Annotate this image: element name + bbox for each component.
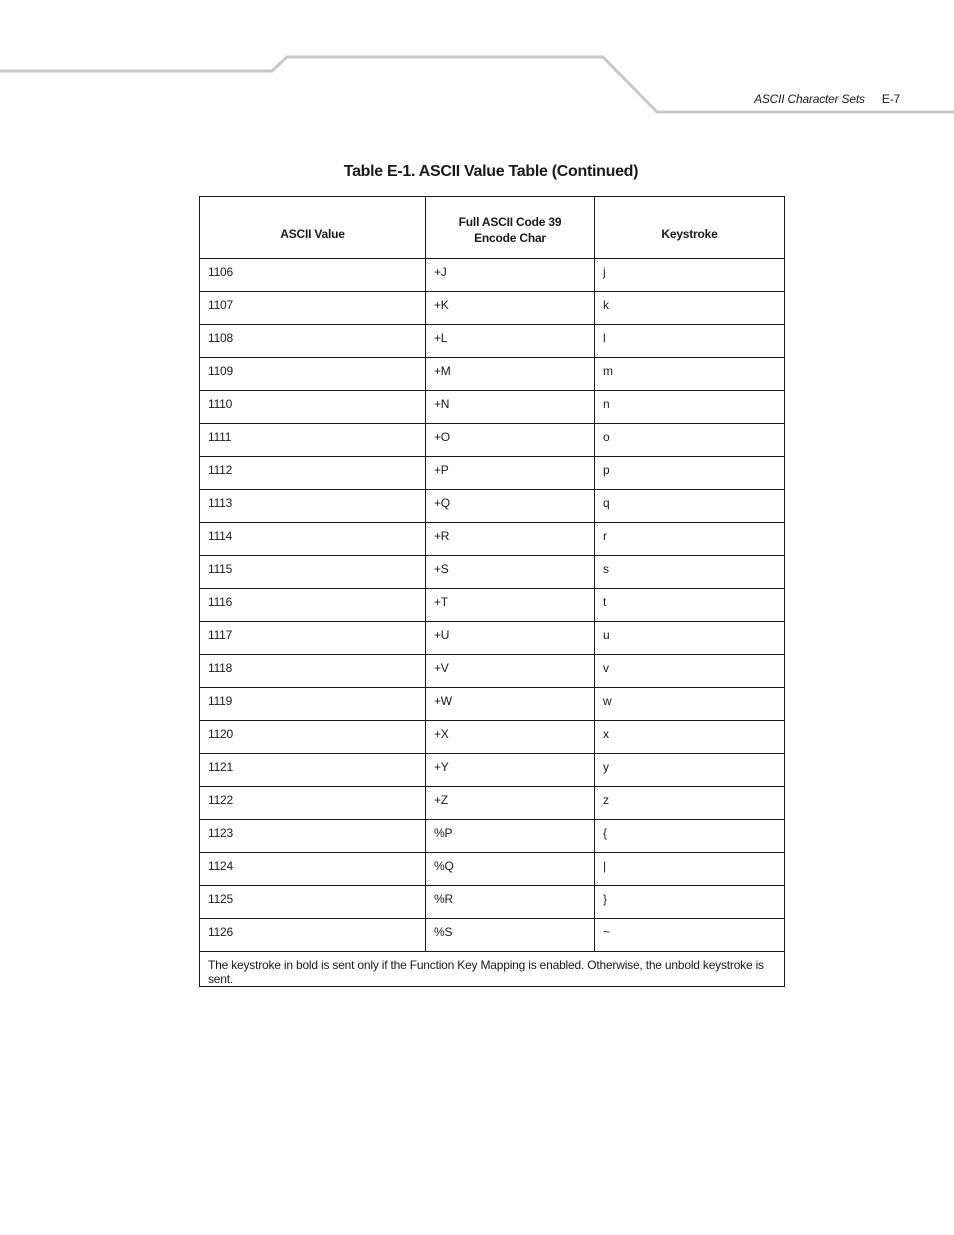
encode-char-cell: +U <box>426 622 595 655</box>
keystroke-cell: l <box>595 325 785 358</box>
table-body <box>200 259 785 987</box>
table-footnote: The keystroke in bold is sent only if the Function Key Mapping is enabled. Otherwise, the unbold keystroke is sent. <box>200 952 785 987</box>
ascii-value-cell: 1112 <box>200 457 426 490</box>
keystroke-cell: k <box>595 292 785 325</box>
table-row <box>200 688 785 721</box>
ascii-value-cell: 1114 <box>200 523 426 556</box>
keystroke-cell: n <box>595 391 785 424</box>
encode-char-cell: +T <box>426 589 595 622</box>
keystroke-cell: x <box>595 721 785 754</box>
keystroke-cell: v <box>595 655 785 688</box>
table-header-row <box>200 197 785 259</box>
ascii-value-cell: 1120 <box>200 721 426 754</box>
ascii-value-cell: 1124 <box>200 853 426 886</box>
ascii-value-cell: 1116 <box>200 589 426 622</box>
encode-char-cell: +J <box>426 259 595 292</box>
table-row <box>200 721 785 754</box>
ascii-value-cell: 1115 <box>200 556 426 589</box>
table-title: Table E-1. ASCII Value Table (Continued) <box>343 163 639 180</box>
table-footnote-row <box>200 952 785 987</box>
encode-char-cell: %R <box>426 886 595 919</box>
keystroke-cell: | <box>595 853 785 886</box>
keystroke-cell: y <box>595 754 785 787</box>
ascii-value-cell: 1126 <box>200 919 426 952</box>
encode-char-cell: %S <box>426 919 595 952</box>
table-row <box>200 853 785 886</box>
encode-char-cell: +N <box>426 391 595 424</box>
encode-char-cell: +P <box>426 457 595 490</box>
table-row <box>200 457 785 490</box>
table-row <box>200 787 785 820</box>
ascii-value-cell: 1119 <box>200 688 426 721</box>
table-row <box>200 754 785 787</box>
keystroke-cell: m <box>595 358 785 391</box>
ascii-value-cell: 1121 <box>200 754 426 787</box>
ascii-value-cell: 1106 <box>200 259 426 292</box>
ascii-value-cell: 1113 <box>200 490 426 523</box>
ascii-value-cell: 1108 <box>200 325 426 358</box>
encode-char-cell: +K <box>426 292 595 325</box>
ascii-value-cell: 1107 <box>200 292 426 325</box>
page-number: E-7 <box>881 92 900 106</box>
encode-char-cell: +R <box>426 523 595 556</box>
keystroke-cell: { <box>595 820 785 853</box>
encode-char-cell: %P <box>426 820 595 853</box>
keystroke-cell: q <box>595 490 785 523</box>
keystroke-cell: j <box>595 259 785 292</box>
keystroke-cell: } <box>595 886 785 919</box>
ascii-value-cell: 1125 <box>200 886 426 919</box>
keystroke-cell: o <box>595 424 785 457</box>
column-header-ascii-value: ASCII Value <box>200 197 426 259</box>
table-row <box>200 919 785 952</box>
ascii-value-cell: 1122 <box>200 787 426 820</box>
table-row <box>200 556 785 589</box>
table-row <box>200 292 785 325</box>
keystroke-cell: r <box>595 523 785 556</box>
ascii-value-cell: 1110 <box>200 391 426 424</box>
table-row <box>200 259 785 292</box>
encode-char-cell: +W <box>426 688 595 721</box>
table-row <box>200 490 785 523</box>
table-row <box>200 391 785 424</box>
keystroke-cell: s <box>595 556 785 589</box>
encode-char-cell: +Z <box>426 787 595 820</box>
encode-char-cell: +S <box>426 556 595 589</box>
table-row <box>200 622 785 655</box>
keystroke-cell: z <box>595 787 785 820</box>
table-row <box>200 655 785 688</box>
encode-char-cell: %Q <box>426 853 595 886</box>
table-row <box>200 589 785 622</box>
column-header-encode-char <box>426 197 595 259</box>
table-row <box>200 523 785 556</box>
encode-char-cell: +Y <box>426 754 595 787</box>
keystroke-cell: p <box>595 457 785 490</box>
table-row <box>200 424 785 457</box>
ascii-value-cell: 1109 <box>200 358 426 391</box>
keystroke-cell: ~ <box>595 919 785 952</box>
table-row <box>200 358 785 391</box>
encode-char-cell: +Q <box>426 490 595 523</box>
column-header-encode-char-line2: Encode Char <box>474 231 546 245</box>
encode-char-cell: +L <box>426 325 595 358</box>
table-row <box>200 820 785 853</box>
column-header-keystroke: Keystroke <box>595 197 785 259</box>
ascii-value-cell: 1118 <box>200 655 426 688</box>
table-row <box>200 886 785 919</box>
running-header-section-title: ASCII Character Sets <box>754 92 865 106</box>
encode-char-cell: +V <box>426 655 595 688</box>
encode-char-cell: +X <box>426 721 595 754</box>
keystroke-cell: u <box>595 622 785 655</box>
keystroke-cell: w <box>595 688 785 721</box>
keystroke-cell: t <box>595 589 785 622</box>
encode-char-cell: +O <box>426 424 595 457</box>
ascii-value-cell: 1117 <box>200 622 426 655</box>
ascii-value-table <box>199 196 785 987</box>
column-header-encode-char-line1: Full ASCII Code 39 <box>458 215 562 229</box>
table-row <box>200 325 785 358</box>
ascii-value-cell: 1111 <box>200 424 426 457</box>
encode-char-cell: +M <box>426 358 595 391</box>
running-header <box>754 92 900 106</box>
ascii-value-cell: 1123 <box>200 820 426 853</box>
